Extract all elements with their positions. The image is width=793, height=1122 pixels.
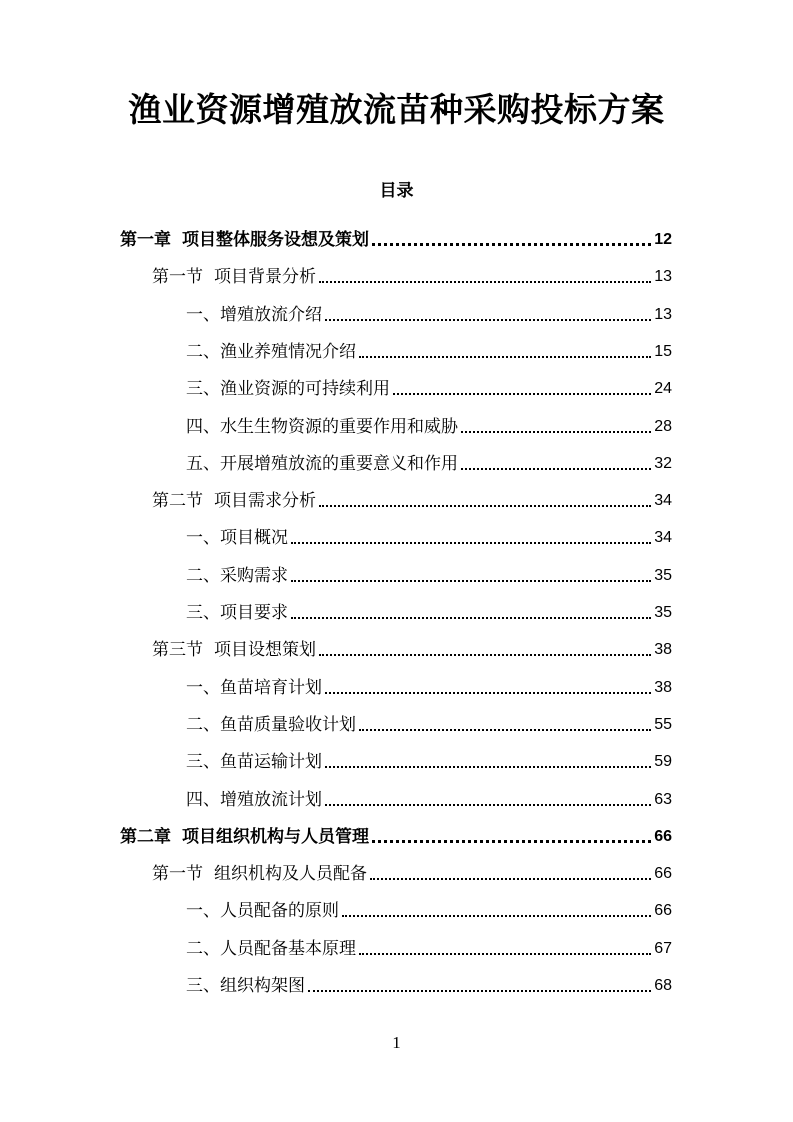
toc-entry-page: 63 [654, 791, 672, 808]
toc-entry-label: 三、项目要求 [186, 603, 288, 623]
toc-entry[interactable] [186, 370, 672, 400]
toc-entry-page: 13 [654, 306, 672, 323]
toc-dot-leader [393, 393, 651, 395]
toc-entry-page: 24 [654, 380, 672, 397]
toc-entry-text [152, 266, 316, 288]
toc-heading: 目录 [379, 181, 414, 201]
page-number: 1 [392, 1033, 401, 1052]
toc-entry-label: 四、水生生物资源的重要作用和威胁 [186, 417, 458, 437]
toc-entry-number: 第二章 [120, 827, 171, 847]
toc-entry-text [186, 341, 356, 363]
toc-entry-label: 五、开展增殖放流的重要意义和作用 [186, 454, 458, 474]
toc-entry-page: 13 [654, 268, 672, 285]
toc-dot-leader [291, 617, 651, 619]
toc-entry-label: 二、人员配备基本原理 [186, 939, 356, 959]
toc-entry-label: 三、鱼苗运输计划 [186, 752, 322, 772]
toc-entry-page: 34 [654, 492, 672, 509]
toc-entry-number: 第二节 [152, 491, 203, 511]
toc-entry-page: 66 [654, 902, 672, 919]
toc-dot-leader [461, 468, 651, 470]
toc-entry-label: 二、渔业养殖情况介绍 [186, 342, 356, 362]
toc-dot-leader [359, 356, 651, 358]
toc-entry[interactable] [186, 892, 672, 922]
toc-entry[interactable] [186, 594, 672, 624]
toc-entry-page: 68 [654, 977, 672, 994]
toc-entry-page: 38 [654, 641, 672, 658]
toc-entry-label: 项目背景分析 [214, 267, 316, 287]
toc-entry[interactable] [186, 408, 672, 438]
toc-entry[interactable] [186, 669, 672, 699]
toc-entry-label: 一、增殖放流介绍 [186, 305, 322, 325]
toc-entry-page: 32 [654, 455, 672, 472]
toc-entry-text [120, 229, 369, 251]
toc-entry-label: 组织机构及人员配备 [214, 864, 367, 884]
toc-dot-leader [291, 542, 651, 544]
toc-dot-leader [342, 915, 651, 917]
toc-dot-leader [372, 840, 651, 843]
toc-entry[interactable] [152, 482, 672, 512]
toc-entry-text [120, 826, 369, 848]
toc-entry[interactable] [186, 781, 672, 811]
toc-dot-leader [319, 654, 651, 656]
toc-entry-label: 一、项目概况 [186, 528, 288, 548]
toc-dot-leader [325, 319, 651, 321]
toc-entry-label: 二、采购需求 [186, 566, 288, 586]
toc-entry-page: 55 [654, 716, 672, 733]
toc-entry-text [186, 938, 356, 960]
toc-entry[interactable] [120, 818, 672, 848]
toc-entry-text [152, 863, 367, 885]
toc-dot-leader [319, 505, 651, 507]
toc-entry[interactable] [186, 967, 672, 997]
toc-entry-page: 28 [654, 418, 672, 435]
toc-entry-text [186, 714, 356, 736]
toc-entry-page: 66 [654, 865, 672, 882]
toc-entry-text [186, 677, 322, 699]
toc-entry[interactable] [186, 930, 672, 960]
toc-entry-text [186, 453, 458, 475]
toc-entry-label: 项目组织机构与人员管理 [182, 827, 369, 847]
toc-dot-leader [325, 692, 651, 694]
toc-entry[interactable] [152, 855, 672, 885]
toc-entry-page: 34 [654, 529, 672, 546]
toc-entry[interactable] [186, 296, 672, 326]
toc-dot-leader [319, 281, 651, 283]
toc-entry[interactable] [186, 706, 672, 736]
toc-entry-page: 35 [654, 604, 672, 621]
toc-entry-text [186, 304, 322, 326]
toc-entry-page: 12 [654, 231, 672, 248]
toc-entry-number: 第一节 [152, 864, 203, 884]
toc-entry-text [186, 527, 288, 549]
toc-entry-text [186, 751, 322, 773]
toc-entry[interactable] [120, 221, 672, 251]
toc-entry[interactable] [186, 445, 672, 475]
toc-dot-leader [359, 953, 651, 955]
toc-entry[interactable] [152, 258, 672, 288]
toc-entry-text [186, 378, 390, 400]
toc-entry-page: 67 [654, 940, 672, 957]
toc-entry-page: 59 [654, 753, 672, 770]
toc-entry[interactable] [186, 557, 672, 587]
toc-entry-page: 38 [654, 679, 672, 696]
toc-entry-text [186, 602, 288, 624]
toc-entry-text [186, 975, 305, 997]
toc-entry[interactable] [186, 519, 672, 549]
toc-entry[interactable] [186, 333, 672, 363]
toc-dot-leader [370, 878, 651, 880]
toc-entry-text [186, 900, 339, 922]
toc-dot-leader [325, 766, 651, 768]
toc-entry-label: 一、人员配备的原则 [186, 901, 339, 921]
toc-entry-page: 35 [654, 567, 672, 584]
toc-dot-leader [461, 431, 651, 433]
toc-entry-label: 二、鱼苗质量验收计划 [186, 715, 356, 735]
toc-dot-leader [308, 990, 651, 992]
toc-entry-label: 三、组织构架图 [186, 976, 305, 996]
toc-entry-label: 项目需求分析 [214, 491, 316, 511]
toc-entry-label: 三、渔业资源的可持续利用 [186, 379, 390, 399]
toc-entry-label: 项目整体服务设想及策划 [182, 230, 369, 250]
toc-entry-label: 项目设想策划 [214, 640, 316, 660]
toc-entry-label: 四、增殖放流计划 [186, 790, 322, 810]
toc-entry-number: 第一节 [152, 267, 203, 287]
toc-entry-page: 66 [654, 828, 672, 845]
toc-entry-text [152, 490, 316, 512]
document-title: 渔业资源增殖放流苗种采购投标方案 [128, 90, 665, 129]
toc-entry-number: 第一章 [120, 230, 171, 250]
toc-entry[interactable] [152, 631, 672, 661]
toc-entry-text [186, 416, 458, 438]
toc-dot-leader [372, 243, 651, 246]
toc-entry-page: 15 [654, 343, 672, 360]
toc-entry-number: 第三节 [152, 640, 203, 660]
toc-entry-label: 一、鱼苗培育计划 [186, 678, 322, 698]
toc-dot-leader [359, 729, 651, 731]
toc-entry-text [152, 639, 316, 661]
toc-dot-leader [325, 804, 651, 806]
toc-dot-leader [291, 580, 651, 582]
toc-entry-text [186, 789, 322, 811]
toc-entry-text [186, 565, 288, 587]
toc-entry[interactable] [186, 743, 672, 773]
